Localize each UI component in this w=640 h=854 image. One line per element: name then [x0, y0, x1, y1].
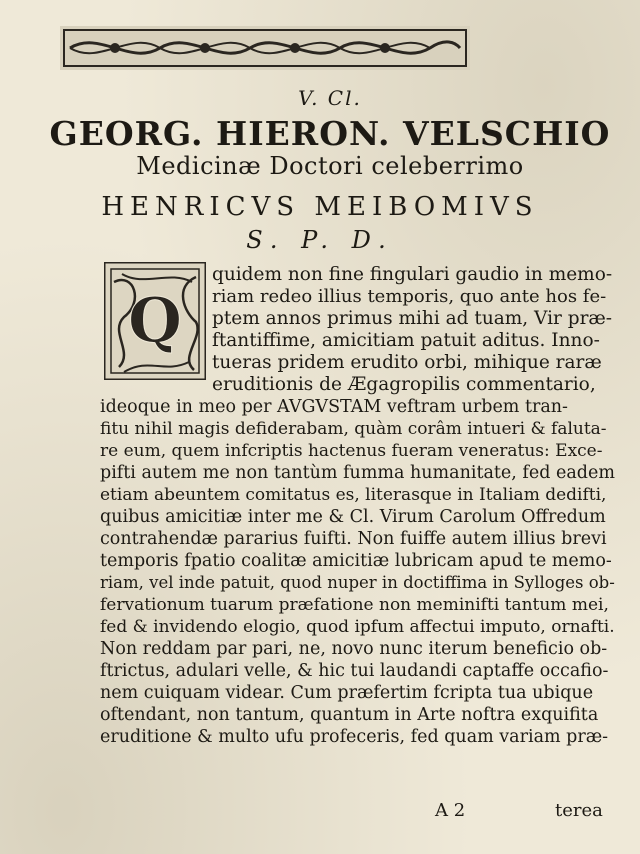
text-line: contrahendæ pararius fuifti. Non fuiffe autem illius brevi — [100, 529, 607, 549]
page-mark: V. Cl. — [298, 86, 362, 110]
initial-letter: Q — [127, 284, 183, 357]
text-line: fed & invidendo elogio, quod ipfum affectui imputo, ornafti. — [100, 617, 615, 637]
text-line: re eum, quem infcriptis hactenus fueram veneratus: Exce- — [100, 441, 603, 461]
dedicatee-title: Medicinæ Doctori celeberrimo — [136, 152, 524, 180]
salutation: S. P. D. — [246, 226, 394, 254]
text-line: oftendant, non tantum, quantum in Arte noftra exquifita — [100, 705, 599, 725]
text-line: riam redeo illius temporis, quo ante hos fe- — [212, 286, 607, 307]
text-line: Non reddam par pari, ne, novo nunc iterum beneficio ob- — [100, 639, 608, 659]
text-line: eruditionis de Ægagropilis commentario, — [212, 374, 596, 395]
text-line: ftrictus, adulari velle, & hic tui laudandi captaffe occafio- — [100, 661, 609, 681]
text-line: fitu nihil magis defiderabam, quàm corâm intueri & faluta- — [100, 419, 607, 439]
signature-mark: A 2 — [435, 800, 466, 821]
text-line: pifti autem me non tantùm fumma humanitate, fed eadem — [100, 463, 615, 483]
dedicatee-name: GEORG. HIERON. VELSCHIO — [49, 114, 611, 153]
text-line: etiam abeuntem comitatus es, literasque in Italiam dedifti, — [100, 485, 607, 505]
text-line: quibus amicitiæ inter me & Cl. Virum Carolum Offredum — [100, 507, 606, 527]
text-line: quidem non fine fingulari gaudio in memo- — [212, 264, 613, 285]
text-line: ideoque in meo per AVGVSTAM veftram urbem tran- — [100, 397, 568, 417]
text-line: riam, vel inde patuit, quod nuper in doctiffima in Sylloges ob- — [100, 573, 615, 592]
text-line: temporis fpatio coalitæ amicitiæ lubricam apud te memo- — [100, 551, 612, 571]
author-name: HENRICVS MEIBOMIVS — [101, 192, 539, 222]
text-line: ptem annos primus mihi ad tuam, Vir præ- — [212, 308, 613, 329]
text-line: tueras pridem erudito orbi, mihique raræ — [212, 352, 602, 373]
text-line: ftantiffime, amicitiam patuit aditus. Inno- — [212, 330, 600, 351]
catchword: terea — [555, 800, 603, 821]
text-line: eruditione & multo ufu profeceris, fed quam variam præ- — [100, 727, 609, 747]
text-line: nem cuiquam videar. Cum præfertim fcripta tua ubique — [100, 683, 594, 703]
text-line: fervationum tuarum præfatione non meminifti tantum mei, — [100, 595, 609, 615]
